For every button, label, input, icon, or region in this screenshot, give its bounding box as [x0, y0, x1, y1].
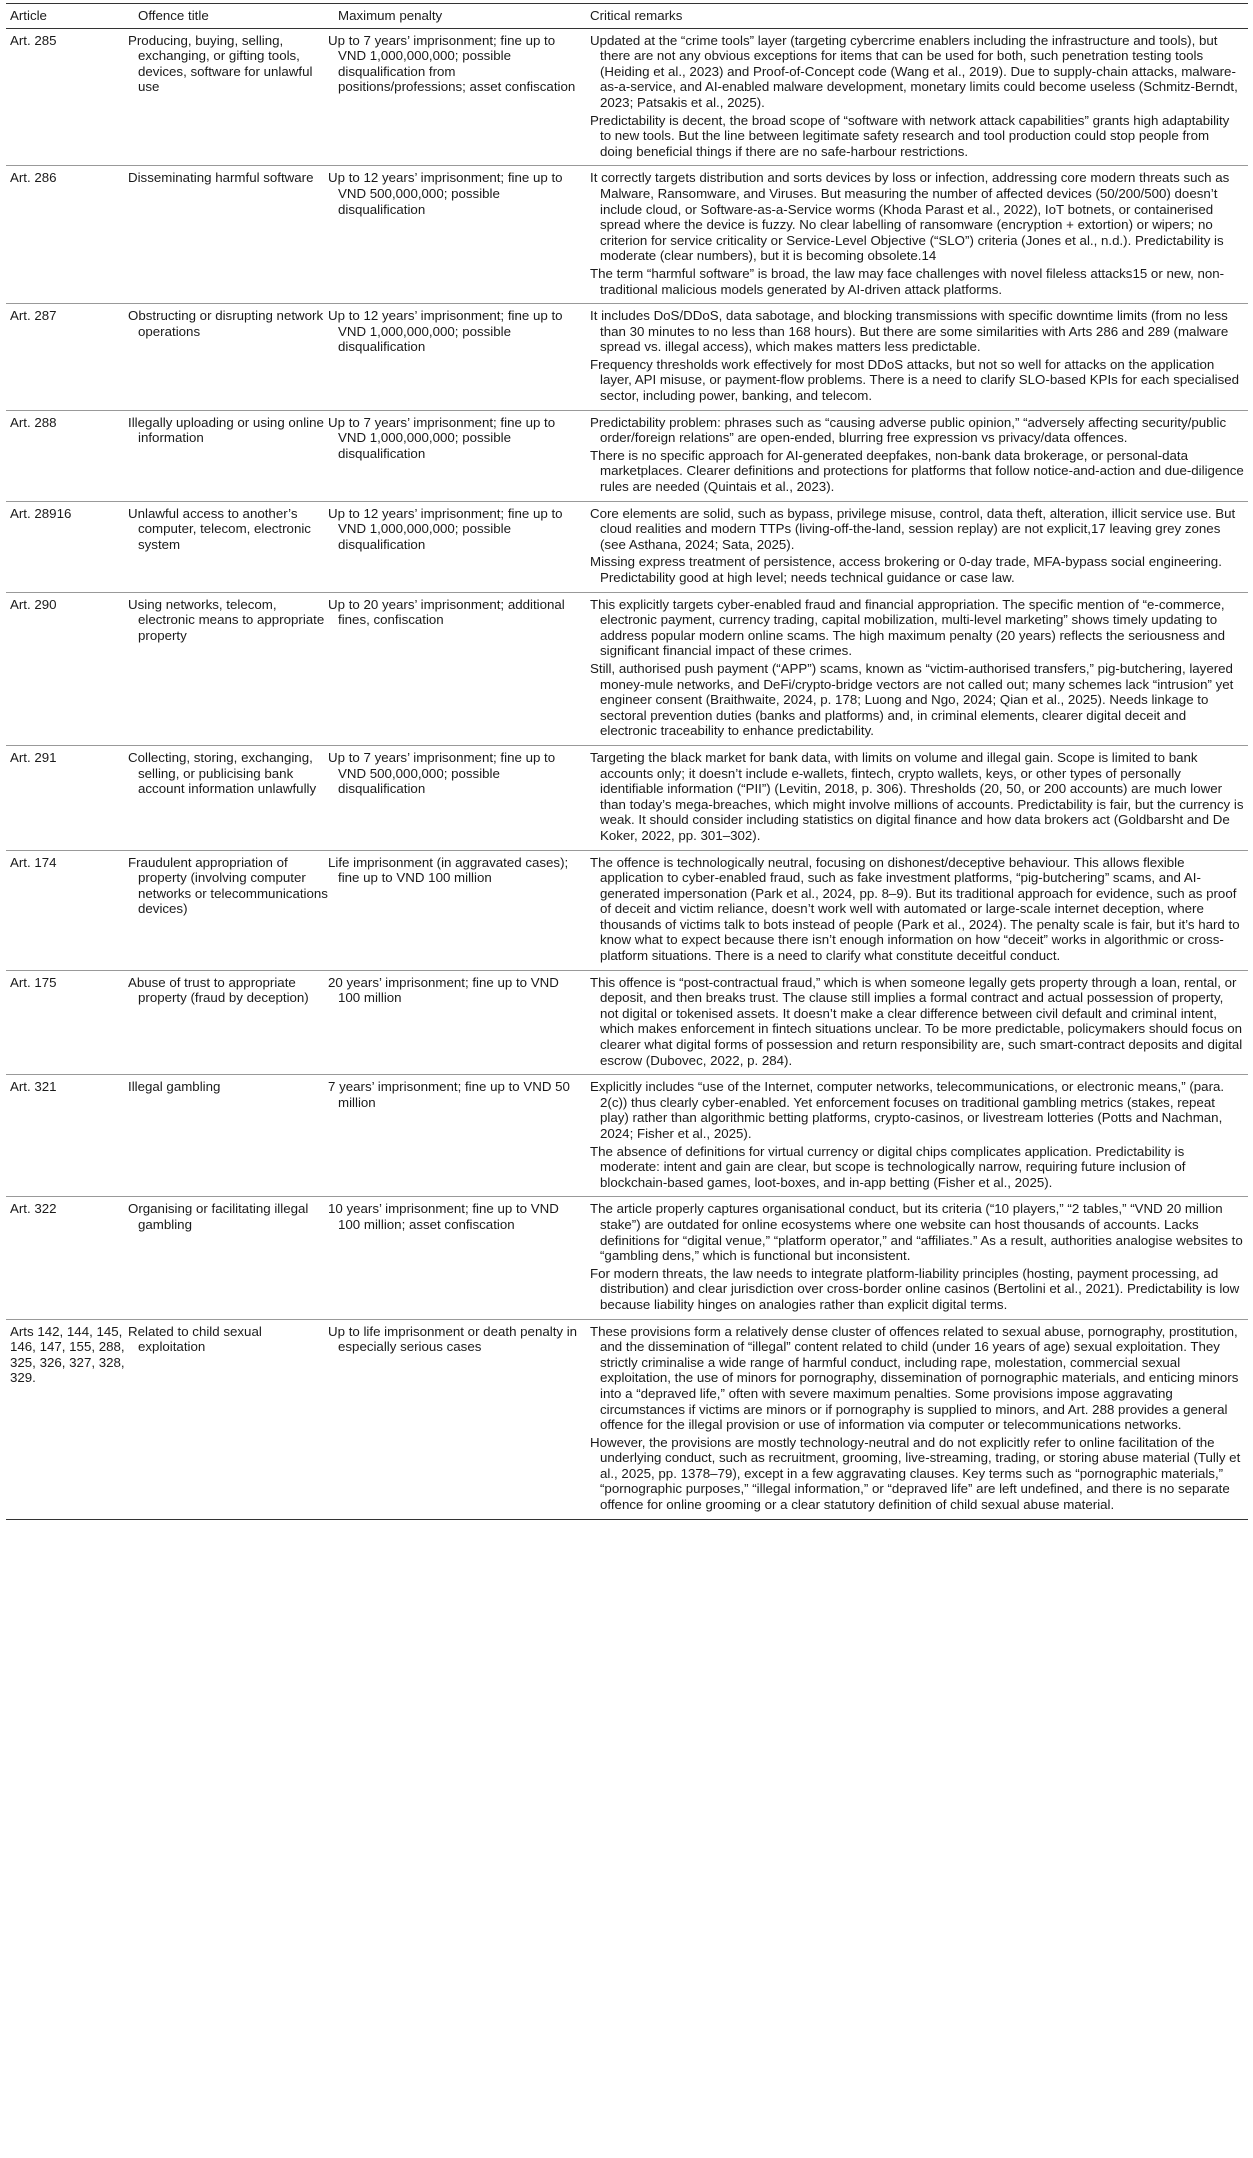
article-cell: Art. 286 [6, 166, 134, 304]
remark-paragraph: Core elements are solid, such as bypass, privilege misuse, control, data theft, alteration, illicit service use. But cloud realities and modern TTPs (living-off-the-land, session replay) are not explicit,17 leaving grey zones (see Asthana, 2024; Sata, 2025). [590, 505, 1236, 552]
maximum-penalty-cell: 20 years’ imprisonment; fine up to VND 100 million [334, 970, 586, 1075]
critical-remarks-cell [586, 501, 1248, 592]
remark-paragraph: Predictability problem: phrases such as “causing adverse public opinion,” “adversely affecting security/public order/foreign relations” are open-ended, blurring free expression vs privacy/data offences. [590, 414, 1227, 446]
article-cell: Arts 142, 144, 145, 146, 147, 155, 288, 325, 326, 327, 328, 329. [6, 1319, 134, 1519]
table-row [6, 745, 1248, 850]
article-cell: Art. 174 [6, 850, 134, 970]
remark-paragraph: This explicitly targets cyber-enabled fraud and financial appropriation. The specific mention of “e-commerce, electronic payment, currency trading, capital mobilization, multi-level marketing” shows timely updating to address popular modern online scams. The high maximum penalty (20 years) reflects the seriousness and significant financial impact of these crimes. [590, 596, 1226, 659]
remark-paragraph: These provisions form a relatively dense cluster of offences related to sexual abuse, pornography, prostitution, and the dissemination of “illegal” content related to child (under 16 years of age) sexual exploitation. They strictly criminalise a wide range of harmful conduct, including rape, molestation, commercial sexual exploitation, the use of minors for pornography, dissemination of pornographic materials, and enticing minors into a “depraved life,” often with severe maximum penalties. Some provisions impose aggravating circumstances if victims are minors or if pornography is supplied to minors, and Art. 288 provides a general offence for the illegal provision or use of information via computer or telecommunications networks. [590, 1323, 1239, 1433]
maximum-penalty-cell: Up to 12 years’ imprisonment; fine up to VND 500,000,000; possible disqualification [334, 166, 586, 304]
table-row [6, 850, 1248, 970]
critical-remarks-cell [586, 592, 1248, 745]
table-row [6, 1319, 1248, 1519]
article-cell: Art. 285 [6, 28, 134, 166]
maximum-penalty-cell: Life imprisonment (in aggravated cases); fine up to VND 100 million [334, 850, 586, 970]
offence-title-cell: Organising or facilitating illegal gambling [134, 1197, 334, 1319]
table-row [6, 28, 1248, 166]
table-row [6, 304, 1248, 411]
header-offence-title: Offence title [134, 4, 334, 29]
offence-title-cell: Producing, buying, selling, exchanging, or gifting tools, devices, software for unlawful use [134, 28, 334, 166]
offence-title-cell: Related to child sexual exploitation [134, 1319, 334, 1519]
critical-remarks-cell [586, 1319, 1248, 1519]
maximum-penalty-cell: Up to 20 years’ imprisonment; additional fines, confiscation [334, 592, 586, 745]
remark-paragraph: It includes DoS/DDoS, data sabotage, and blocking transmissions with specific downtime limits (from no less than 30 minutes to no less than 168 hours). But there are some similarities with Arts 286 and 289 (malware spread vs. illegal access), which makes matters less predictable. [590, 308, 1229, 355]
table-row [6, 166, 1248, 304]
article-cell: Art. 288 [6, 410, 134, 501]
table-row [6, 970, 1248, 1075]
critical-remarks-cell [586, 410, 1248, 501]
remark-paragraph: This offence is “post-contractual fraud,” which is when someone legally gets property through a loan, rental, or deposit, and then breaks trust. The clause still implies a formal contract and actual possession of property, not digital or tokenised assets. It doesn’t make a clear difference between civil default and criminal intent, which makes enforcement in fintech situations unclear. To be more predictable, policymakers should focus on clearer what digital forms of possession and return responsibility are, such smart-contract deposits and digital escrow (Dubovec, 2022, p. 284). [590, 974, 1243, 1068]
maximum-penalty-cell: Up to life imprisonment or death penalty in especially serious cases [334, 1319, 586, 1519]
remark-paragraph: The term “harmful software” is broad, the law may face challenges with novel fileless attacks15 or new, non-traditional malicious models generated by AI-driven attack platforms. [590, 265, 1225, 297]
offence-title-cell: Unlawful access to another’s computer, telecom, electronic system [134, 501, 334, 592]
article-cell: Art. 290 [6, 592, 134, 745]
table-row [6, 410, 1248, 501]
remark-paragraph: Updated at the “crime tools” layer (targeting cybercrime enablers including the infrastructure and tools), but there are not any obvious exceptions for items that can be used for both, such penetration testing tools (Heiding et al., 2023) and Proof-of-Concept code (Wang et al., 2019). Due to supply-chain attacks, malware-as-a-service, and AI-enabled malware development, monetary limits could become useless (Schmitz-Berndt, 2023; Patsakis et al., 2025). [590, 32, 1238, 110]
critical-remarks-cell [586, 745, 1248, 850]
table-row [6, 592, 1248, 745]
remark-paragraph: Still, authorised push payment (“APP”) scams, known as “victim-authorised transfers,” pig-butchering, layered money-mule networks, and DeFi/crypto-bridge vectors are not called out; many schemes lack “intrusion” yet engineer consent (Braithwaite, 2024, p. 178; Luong and Ngo, 2024; Qian et al., 2025). Needs linkage to sectoral prevention duties (banks and platforms) and, in criminal elements, clearer digital deceit and electronic traceability to enhance predictability. [590, 660, 1234, 739]
maximum-penalty-cell: Up to 12 years’ imprisonment; fine up to VND 1,000,000,000; possible disqualification [334, 304, 586, 411]
offence-title-cell: Obstructing or disrupting network operations [134, 304, 334, 411]
remark-paragraph: The absence of definitions for virtual currency or digital chips complicates application. Predictability is moderate: intent and gain are clear, but scope is technologically narrow, requiring future inclusion of blockchain-based games, loot-boxes, and in-app betting (Fisher et al., 2025). [590, 1143, 1186, 1190]
table-header-row [6, 4, 1248, 29]
remark-paragraph: Predictability is decent, the broad scope of “software with network attack capabilities” grants high adaptability to new tools. But the line between legitimate safety research and tool production could stop people from doing beneficial things if there are no safe-harbour restrictions. [590, 112, 1230, 159]
maximum-penalty-cell: 7 years’ imprisonment; fine up to VND 50 million [334, 1075, 586, 1197]
critical-remarks-cell [586, 970, 1248, 1075]
remark-paragraph: However, the provisions are mostly technology-neutral and do not explicitly refer to online facilitation of the underlying conduct, such as recruitment, grooming, live-streaming, trading, or storing abuse material (Tully et al., 2025, pp. 1378–79), except in a few aggravating clauses. Key terms such as “pornographic materials,” “pornographic purposes,” “illegal information,” or “depraved life” are left undefined, and there is no separate offence for online grooming or a clear statutory definition of child sexual abuse material. [590, 1434, 1241, 1513]
offence-title-cell: Fraudulent appropriation of property (involving computer networks or telecommunications devices) [134, 850, 334, 970]
article-cell: Art. 175 [6, 970, 134, 1075]
article-cell: Art. 291 [6, 745, 134, 850]
article-cell: Art. 322 [6, 1197, 134, 1319]
table-row [6, 1197, 1248, 1319]
table-row [6, 501, 1248, 592]
offence-title-cell: Collecting, storing, exchanging, selling, or publicising bank account information unlawfully [134, 745, 334, 850]
offence-title-cell: Using networks, telecom, electronic means to appropriate property [134, 592, 334, 745]
offence-title-cell: Illegally uploading or using online information [134, 410, 334, 501]
maximum-penalty-cell: Up to 7 years’ imprisonment; fine up to VND 1,000,000,000; possible disqualification from positions/professions; asset confiscation [334, 28, 586, 166]
critical-remarks-cell [586, 28, 1248, 166]
header-article: Article [6, 4, 134, 29]
critical-remarks-cell [586, 1075, 1248, 1197]
critical-remarks-cell [586, 1197, 1248, 1319]
remark-paragraph: It correctly targets distribution and sorts devices by loss or infection, addressing core modern threats such as Malware, Ransomware, and Viruses. But measuring the number of affected devices (50/200/500) doesn’t include cloud, or Software-as-a-Service worms (Khoda Parast et al., 2022), IoT botnets, or containerised spread where the device is fuzzy. No clear labelling of ransomware (encryption + extortion) or wipers; no criterion for service criticality or Service-Level Objective (“SLO”) criteria (Jones et al., n.d.). Predictability is moderate (clear numbers), but it is becoming obsolete.14 [590, 170, 1230, 264]
offence-title-cell: Disseminating harmful software [134, 166, 334, 304]
article-cell: Art. 28916 [6, 501, 134, 592]
offences-table [6, 3, 1248, 1520]
critical-remarks-cell [586, 850, 1248, 970]
header-maximum-penalty: Maximum penalty [334, 4, 586, 29]
table-row [6, 1075, 1248, 1197]
critical-remarks-cell [586, 304, 1248, 411]
article-cell: Art. 287 [6, 304, 134, 411]
maximum-penalty-cell: 10 years’ imprisonment; fine up to VND 100 million; asset confiscation [334, 1197, 586, 1319]
remark-paragraph: The offence is technologically neutral, focusing on dishonest/deceptive behaviour. This allows flexible application to cyber-enabled fraud, such as fake investment platforms, “pig-butchering” scams, and AI-generated impersonation (Park et al., 2024, pp. 8–9). But its traditional approach for evidence, such as proof of deceit and victim reliance, doesn’t work well with automated or large-scale internet deception, where thousands of victims talk to bots instead of people (Park et al., 2024). The penalty scale is fair, but it’s hard to know what to expect because there isn’t enough information on how “deceit” works in algorithmic or cross-platform situations. There is a need to clarify what constitute deceitful conduct. [590, 854, 1240, 964]
remark-paragraph: Missing express treatment of persistence, access brokering or 0-day trade, MFA-bypass social engineering. Predictability good at high level; needs technical guidance or case law. [590, 554, 1222, 585]
remark-paragraph: Targeting the black market for bank data, with limits on volume and illegal gain. Scope is limited to bank accounts only; it doesn’t include e-wallets, fintech, crypto wallets, keys, or other types of personally identifiable information (“PII”) (Levitin, 2018, p. 306). Thresholds (20, 50, or 200 accounts) are much lower than today’s mega-breaches, which might involve millions of accounts. Predictability is fair, but the currency is weak. It should consider including statistics on digital finance and how data brokers act (Goldbarsht and De Koker, 2022, pp. 301–302). [590, 749, 1244, 843]
offence-title-cell: Illegal gambling [134, 1075, 334, 1197]
maximum-penalty-cell: Up to 12 years’ imprisonment; fine up to VND 1,000,000,000; possible disqualification [334, 501, 586, 592]
remark-paragraph: For modern threats, the law needs to integrate platform-liability principles (hosting, payment processing, ad distribution) and clear jurisdiction over cross-border online casinos (Bertolini et al., 2021). Predictability is low because liability hinges on analogies rather than explicit digital terms. [590, 1265, 1240, 1312]
remark-paragraph: The article properly captures organisational conduct, but its criteria (“10 players,” “2 tables,” “VND 20 million stake”) are outdated for online ecosystems where one website can host thousands of accounts. Lacks definitions for “digital venue,” “platform operator,” and “affiliates.” As a result, authorities analogise websites to “gambling dens,” which is functional but inconsistent. [590, 1201, 1243, 1264]
remark-paragraph: Frequency thresholds work effectively for most DDoS attacks, but not so well for attacks on the application layer, API misuse, or payment-flow problems. There is a need to clarify SLO-based KPIs for each specialised sector, including power, banking, and telecom. [590, 356, 1240, 404]
remark-paragraph: There is no specific approach for AI-generated deepfakes, non-bank data brokerage, or personal-data marketplaces. Clearer definitions and protections for platforms that follow notice-and-action and due-diligence rules are needed (Quintais et al., 2023). [590, 447, 1244, 495]
article-cell: Art. 321 [6, 1075, 134, 1197]
critical-remarks-cell [586, 166, 1248, 304]
remark-paragraph: Explicitly includes “use of the Internet, computer networks, telecommunications, or electronic means,” (para. 2(c)) thus clearly cyber-enabled. Yet enforcement focuses on traditional gambling metrics (stakes, repeat play) rather than algorithmic betting platforms, crypto-casinos, or livestream lotteries (Potts and Nachman, 2024; Fisher et al., 2025). [590, 1079, 1225, 1141]
maximum-penalty-cell: Up to 7 years’ imprisonment; fine up to VND 1,000,000,000; possible disqualification [334, 410, 586, 501]
offence-title-cell: Abuse of trust to appropriate property (fraud by deception) [134, 970, 334, 1075]
header-critical-remarks: Critical remarks [586, 4, 1248, 29]
maximum-penalty-cell: Up to 7 years’ imprisonment; fine up to VND 500,000,000; possible disqualification [334, 745, 586, 850]
